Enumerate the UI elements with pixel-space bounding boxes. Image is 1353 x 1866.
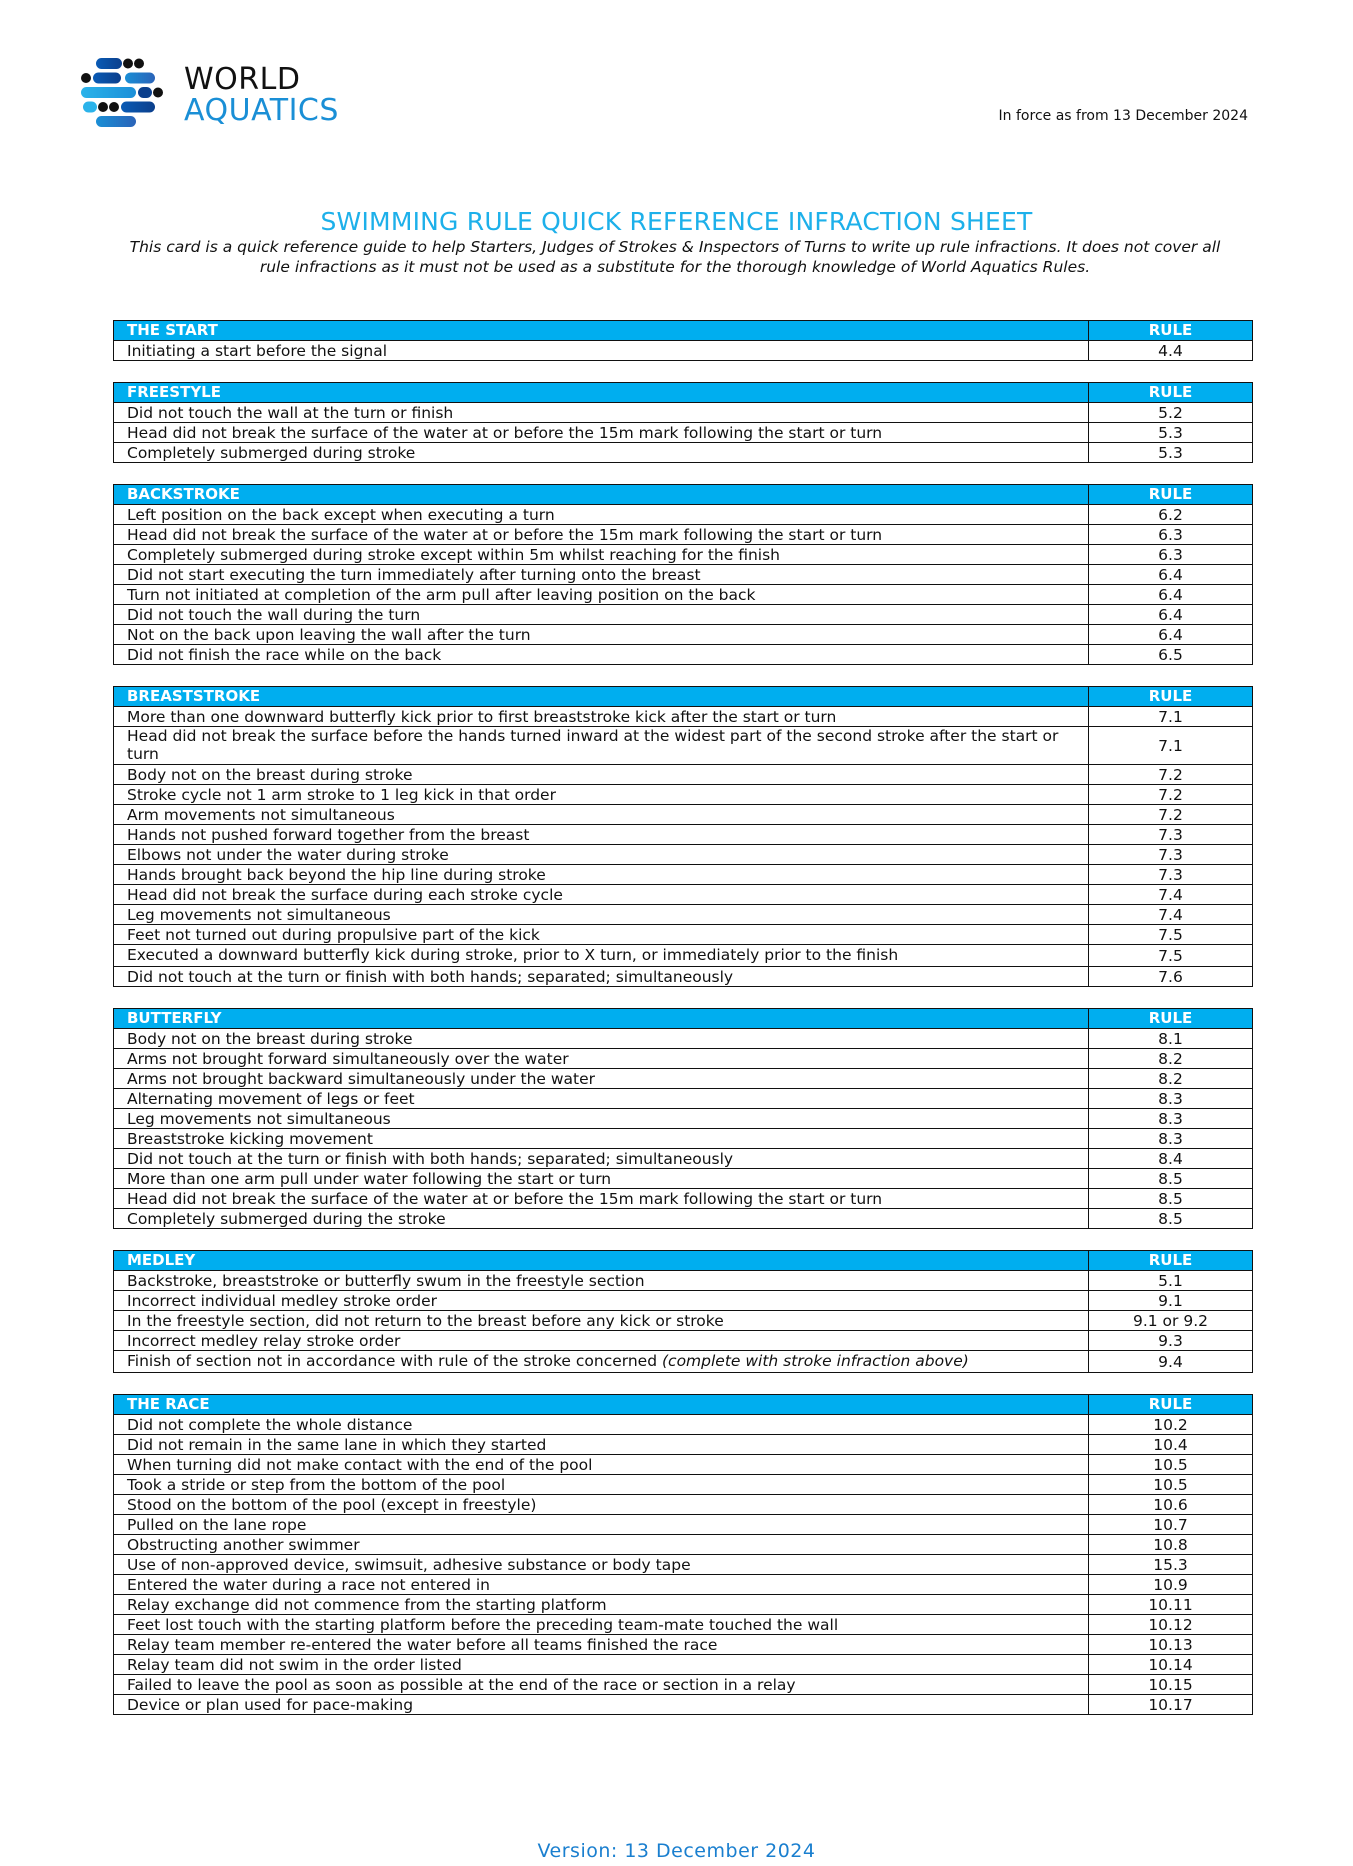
section-table-the-race [113, 1394, 1253, 1715]
infraction-description: Did not touch at the turn or finish with both hands; separated; simultaneously [127, 1149, 734, 1168]
infraction-description: Arms not brought forward simultaneously over the water [127, 1049, 569, 1068]
infraction-description: Incorrect medley relay stroke order [127, 1331, 401, 1350]
logo-line-world: WORLD [184, 62, 301, 97]
infraction-description: Completely submerged during the stroke [127, 1209, 446, 1228]
rule-number: 10.6 [1089, 1495, 1253, 1515]
section-title: THE RACE [114, 1395, 1089, 1415]
section-table-breaststroke [113, 686, 1253, 987]
infraction-text [114, 925, 1089, 945]
rule-column-header: RULE [1089, 321, 1253, 341]
table-row [114, 845, 1253, 865]
rule-number: 8.1 [1089, 1029, 1253, 1049]
table-row [114, 505, 1253, 525]
rule-number: 6.4 [1089, 585, 1253, 605]
rule-number: 6.4 [1089, 565, 1253, 585]
table-row [114, 785, 1253, 805]
infraction-description: Use of non-approved device, swimsuit, adhesive substance or body tape [127, 1555, 691, 1574]
infraction-text [114, 1475, 1089, 1495]
table-row [114, 545, 1253, 565]
rule-number: 9.1 or 9.2 [1089, 1311, 1253, 1331]
rule-number: 7.3 [1089, 825, 1253, 845]
table-row [114, 1635, 1253, 1655]
infraction-description: Incorrect individual medley stroke order [127, 1291, 438, 1310]
section-header-row [114, 1009, 1253, 1029]
table-row [114, 341, 1253, 361]
infraction-description: Leg movements not simultaneous [127, 1109, 391, 1128]
section-header-row [114, 321, 1253, 341]
infraction-text [114, 1575, 1089, 1595]
infraction-description: Stroke cycle not 1 arm stroke to 1 leg kick in that order [127, 785, 556, 804]
rule-number: 7.4 [1089, 885, 1253, 905]
table-row [114, 1109, 1253, 1129]
infraction-text [114, 1049, 1089, 1069]
infraction-text [114, 1695, 1089, 1715]
infraction-text [114, 605, 1089, 625]
table-row [114, 1149, 1253, 1169]
rule-number: 8.2 [1089, 1049, 1253, 1069]
infraction-description: Leg movements not simultaneous [127, 905, 391, 924]
rule-number: 5.3 [1089, 423, 1253, 443]
rule-number: 10.14 [1089, 1655, 1253, 1675]
section-title: BACKSTROKE [114, 485, 1089, 505]
infraction-text [114, 865, 1089, 885]
table-row [114, 945, 1253, 967]
table-row [114, 765, 1253, 785]
rule-number: 10.13 [1089, 1635, 1253, 1655]
table-row [114, 1311, 1253, 1331]
table-row [114, 1435, 1253, 1455]
infraction-note: (complete with stroke infraction above) [662, 1351, 969, 1370]
rule-number: 7.2 [1089, 765, 1253, 785]
infraction-description: Completely submerged during stroke except within 5m whilst reaching for the finish [127, 545, 780, 564]
infraction-description: Took a stride or step from the bottom of the pool [127, 1475, 506, 1494]
table-row [114, 885, 1253, 905]
section-header-row [114, 687, 1253, 707]
section-title: THE START [114, 321, 1089, 341]
infraction-text [114, 967, 1089, 987]
rule-number: 10.7 [1089, 1515, 1253, 1535]
infraction-text [114, 403, 1089, 423]
rule-number: 10.15 [1089, 1675, 1253, 1695]
table-row [114, 525, 1253, 545]
infraction-text [114, 1189, 1089, 1209]
section-table-backstroke [113, 484, 1253, 665]
infraction-description: Did not touch the wall at the turn or finish [127, 403, 454, 422]
infraction-text [114, 805, 1089, 825]
table-row [114, 1455, 1253, 1475]
infraction-description: Failed to leave the pool as soon as possible at the end of the race or section in a relay [127, 1675, 796, 1694]
rule-number: 4.4 [1089, 341, 1253, 361]
infraction-description: Breaststroke kicking movement [127, 1129, 373, 1148]
infraction-description: Did not complete the whole distance [127, 1415, 413, 1434]
infraction-text [114, 423, 1089, 443]
infraction-text [114, 727, 1089, 765]
rule-column-header: RULE [1089, 1395, 1253, 1415]
table-row [114, 1535, 1253, 1555]
infraction-text [114, 1069, 1089, 1089]
table-row [114, 645, 1253, 665]
infraction-text [114, 1291, 1089, 1311]
infraction-text [114, 905, 1089, 925]
table-row [114, 1515, 1253, 1535]
section-table-freestyle [113, 382, 1253, 463]
infraction-description: Backstroke, breaststroke or butterfly swum in the freestyle section [127, 1271, 645, 1290]
table-row [114, 967, 1253, 987]
infraction-description: Stood on the bottom of the pool (except in freestyle) [127, 1495, 537, 1514]
infraction-description: Head did not break the surface of the water at or before the 15m mark following the start or turn [127, 1189, 883, 1208]
infraction-description: Did not remain in the same lane in which they started [127, 1435, 547, 1454]
infraction-description: Finish of section not in accordance with rule of the stroke concerned [127, 1351, 658, 1370]
infraction-text [114, 1149, 1089, 1169]
table-row [114, 1049, 1253, 1069]
infraction-text [114, 1331, 1089, 1351]
infraction-description: Feet not turned out during propulsive part of the kick [127, 925, 540, 944]
infraction-text [114, 625, 1089, 645]
table-row [114, 585, 1253, 605]
table-row [114, 1575, 1253, 1595]
rule-number: 7.1 [1089, 727, 1253, 765]
table-row [114, 727, 1253, 765]
infraction-description: Arms not brought backward simultaneously under the water [127, 1069, 596, 1088]
infraction-description: Obstructing another swimmer [127, 1535, 360, 1554]
infraction-description: Completely submerged during stroke [127, 443, 416, 462]
rule-number: 7.4 [1089, 905, 1253, 925]
infraction-text [114, 1351, 1089, 1373]
table-row [114, 565, 1253, 585]
infraction-description: Head did not break the surface of the water at or before the 15m mark following the start or turn [127, 525, 883, 544]
infraction-description: Body not on the breast during stroke [127, 1029, 413, 1048]
infraction-text [114, 945, 1089, 967]
rule-number: 5.1 [1089, 1271, 1253, 1291]
infraction-text [114, 1495, 1089, 1515]
table-row [114, 1271, 1253, 1291]
table-row [114, 1169, 1253, 1189]
section-title: BUTTERFLY [114, 1009, 1089, 1029]
infraction-text [114, 1635, 1089, 1655]
infraction-description: Head did not break the surface during each stroke cycle [127, 885, 563, 904]
table-row [114, 1475, 1253, 1495]
table-row [114, 1209, 1253, 1229]
infraction-text [114, 1515, 1089, 1535]
infraction-description: Left position on the back except when executing a turn [127, 505, 555, 524]
table-row [114, 605, 1253, 625]
section-header-row [114, 383, 1253, 403]
section-table-butterfly [113, 1008, 1253, 1229]
rule-number: 7.2 [1089, 805, 1253, 825]
section-title: FREESTYLE [114, 383, 1089, 403]
infraction-text [114, 1595, 1089, 1615]
rule-number: 10.17 [1089, 1695, 1253, 1715]
rule-number: 8.3 [1089, 1089, 1253, 1109]
infraction-description: Elbows not under the water during stroke [127, 845, 449, 864]
infraction-text [114, 565, 1089, 585]
infraction-text [114, 785, 1089, 805]
table-row [114, 1595, 1253, 1615]
infraction-text [114, 1209, 1089, 1229]
infraction-text [114, 707, 1089, 727]
infraction-text [114, 505, 1089, 525]
rule-number: 7.5 [1089, 945, 1253, 967]
infraction-description: Relay exchange did not commence from the starting platform [127, 1595, 607, 1614]
logo-line-aquatics: AQUATICS [184, 93, 339, 128]
infraction-description: Alternating movement of legs or feet [127, 1089, 415, 1108]
rule-number: 6.4 [1089, 605, 1253, 625]
infraction-description: Did not finish the race while on the back [127, 645, 442, 664]
infraction-description: Hands not pushed forward together from the breast [127, 825, 530, 844]
rule-number: 9.1 [1089, 1291, 1253, 1311]
in-force-date: In force as from 13 December 2024 [998, 108, 1248, 124]
rule-number: 7.3 [1089, 845, 1253, 865]
infraction-description: Body not on the breast during stroke [127, 765, 413, 784]
rule-column-header: RULE [1089, 1009, 1253, 1029]
table-row [114, 1555, 1253, 1575]
infraction-text [114, 1415, 1089, 1435]
table-row [114, 707, 1253, 727]
table-row [114, 805, 1253, 825]
table-row [114, 925, 1253, 945]
section-header-row [114, 485, 1253, 505]
section-title: BREASTSTROKE [114, 687, 1089, 707]
rule-number: 8.4 [1089, 1149, 1253, 1169]
table-row [114, 1089, 1253, 1109]
infraction-text [114, 1271, 1089, 1291]
rule-column-header: RULE [1089, 687, 1253, 707]
infraction-description: Did not touch the wall during the turn [127, 605, 421, 624]
infraction-text [114, 765, 1089, 785]
table-row [114, 1495, 1253, 1515]
table-row [114, 865, 1253, 885]
rule-number: 5.2 [1089, 403, 1253, 423]
table-row [114, 1029, 1253, 1049]
infraction-description: Head did not break the surface before the hands turned inward at the widest part of the second stroke after the start or turn [127, 727, 1059, 763]
infraction-description: Did not touch at the turn or finish with both hands; separated; simultaneously [127, 967, 734, 986]
rule-number: 8.3 [1089, 1109, 1253, 1129]
rule-number: 5.3 [1089, 443, 1253, 463]
rule-number: 8.2 [1089, 1069, 1253, 1089]
infraction-text [114, 1655, 1089, 1675]
infraction-description: Feet lost touch with the starting platform before the preceding team-mate touched the wall [127, 1615, 839, 1634]
table-row [114, 443, 1253, 463]
rule-number: 10.2 [1089, 1415, 1253, 1435]
rule-number: 9.3 [1089, 1331, 1253, 1351]
infraction-description: Relay team member re-entered the water before all teams finished the race [127, 1635, 718, 1654]
table-row [114, 905, 1253, 925]
rule-number: 10.11 [1089, 1595, 1253, 1615]
table-row [114, 825, 1253, 845]
rule-number: 10.8 [1089, 1535, 1253, 1555]
rule-number: 9.4 [1089, 1351, 1253, 1373]
infraction-text [114, 1169, 1089, 1189]
infraction-description: Head did not break the surface of the water at or before the 15m mark following the start or turn [127, 423, 883, 442]
table-row [114, 1351, 1253, 1373]
table-row [114, 625, 1253, 645]
rule-number: 8.5 [1089, 1209, 1253, 1229]
rule-number: 7.2 [1089, 785, 1253, 805]
rule-number: 6.5 [1089, 645, 1253, 665]
infraction-description: Hands brought back beyond the hip line during stroke [127, 865, 546, 884]
table-row [114, 1291, 1253, 1311]
infraction-description: Initiating a start before the signal [127, 341, 388, 360]
rule-number: 7.5 [1089, 925, 1253, 945]
page-title: SWIMMING RULE QUICK REFERENCE INFRACTION SHEET [320, 207, 1033, 236]
table-row [114, 1675, 1253, 1695]
rule-column-header: RULE [1089, 383, 1253, 403]
rule-column-header: RULE [1089, 485, 1253, 505]
infraction-text [114, 885, 1089, 905]
infraction-text [114, 1109, 1089, 1129]
rule-number: 8.5 [1089, 1189, 1253, 1209]
infraction-description: Arm movements not simultaneous [127, 805, 395, 824]
infraction-description: More than one downward butterfly kick prior to first breaststroke kick after the start or turn [127, 707, 837, 726]
infraction-text [114, 645, 1089, 665]
table-row [114, 403, 1253, 423]
infraction-description: Pulled on the lane rope [127, 1515, 307, 1534]
infraction-description: Did not start executing the turn immediately after turning onto the breast [127, 565, 701, 584]
table-row [114, 1615, 1253, 1635]
rule-number: 8.5 [1089, 1169, 1253, 1189]
rule-column-header: RULE [1089, 1251, 1253, 1271]
table-row [114, 1189, 1253, 1209]
rule-number: 6.2 [1089, 505, 1253, 525]
section-header-row [114, 1395, 1253, 1415]
intro-paragraph: This card is a quick reference guide to help Starters, Judges of Strokes & Inspectors of Turns to write up rule infractions. It does not cover all rule infractions as it must not be used as a substitute for the thorough knowledge of World Aquatics Rules. [129, 238, 1221, 276]
infraction-text [114, 825, 1089, 845]
infraction-text [114, 1311, 1089, 1331]
infraction-description: Turn not initiated at completion of the arm pull after leaving position on the back [127, 585, 756, 604]
infraction-text [114, 1555, 1089, 1575]
infraction-text [114, 1029, 1089, 1049]
table-row [114, 1655, 1253, 1675]
infraction-description: More than one arm pull under water following the start or turn [127, 1169, 612, 1188]
section-table-medley [113, 1250, 1253, 1373]
rule-number: 10.5 [1089, 1475, 1253, 1495]
rule-number: 7.1 [1089, 707, 1253, 727]
infraction-description: Device or plan used for pace-making [127, 1695, 414, 1714]
infraction-description: Relay team did not swim in the order listed [127, 1655, 462, 1674]
section-header-row [114, 1251, 1253, 1271]
infraction-text [114, 1455, 1089, 1475]
infraction-text [114, 1675, 1089, 1695]
version-footer: Version: 13 December 2024 [537, 1840, 816, 1862]
infraction-text [114, 525, 1089, 545]
infraction-text [114, 1435, 1089, 1455]
rule-number: 15.3 [1089, 1555, 1253, 1575]
rule-number: 7.6 [1089, 967, 1253, 987]
infraction-text [114, 1129, 1089, 1149]
rule-number: 10.4 [1089, 1435, 1253, 1455]
infraction-description: Not on the back upon leaving the wall after the turn [127, 625, 531, 644]
infraction-text [114, 443, 1089, 463]
rule-number: 8.3 [1089, 1129, 1253, 1149]
table-row [114, 1069, 1253, 1089]
infraction-text [114, 341, 1089, 361]
rule-number: 10.12 [1089, 1615, 1253, 1635]
infraction-description: Executed a downward butterfly kick during stroke, prior to X turn, or immediately prior to the finish [127, 945, 899, 964]
logo-wordmark [184, 64, 339, 126]
infraction-text [114, 845, 1089, 865]
section-title: MEDLEY [114, 1251, 1089, 1271]
table-row [114, 1129, 1253, 1149]
infraction-description: Entered the water during a race not entered in [127, 1575, 490, 1594]
rule-number: 6.3 [1089, 525, 1253, 545]
table-row [114, 423, 1253, 443]
infraction-text [114, 1615, 1089, 1635]
table-row [114, 1331, 1253, 1351]
infraction-text [114, 1535, 1089, 1555]
rule-number: 7.3 [1089, 865, 1253, 885]
infraction-description: In the freestyle section, did not return to the breast before any kick or stroke [127, 1311, 724, 1330]
rule-number: 6.4 [1089, 625, 1253, 645]
infraction-description: When turning did not make contact with the end of the pool [127, 1455, 593, 1474]
world-aquatics-logo-icon [80, 56, 164, 134]
infraction-text [114, 585, 1089, 605]
table-row [114, 1695, 1253, 1715]
rule-number: 10.9 [1089, 1575, 1253, 1595]
infraction-text [114, 545, 1089, 565]
rule-number: 6.3 [1089, 545, 1253, 565]
table-row [114, 1415, 1253, 1435]
infraction-text [114, 1089, 1089, 1109]
section-table-the-start [113, 320, 1253, 361]
rule-number: 10.5 [1089, 1455, 1253, 1475]
infraction-tables [113, 320, 1252, 1736]
